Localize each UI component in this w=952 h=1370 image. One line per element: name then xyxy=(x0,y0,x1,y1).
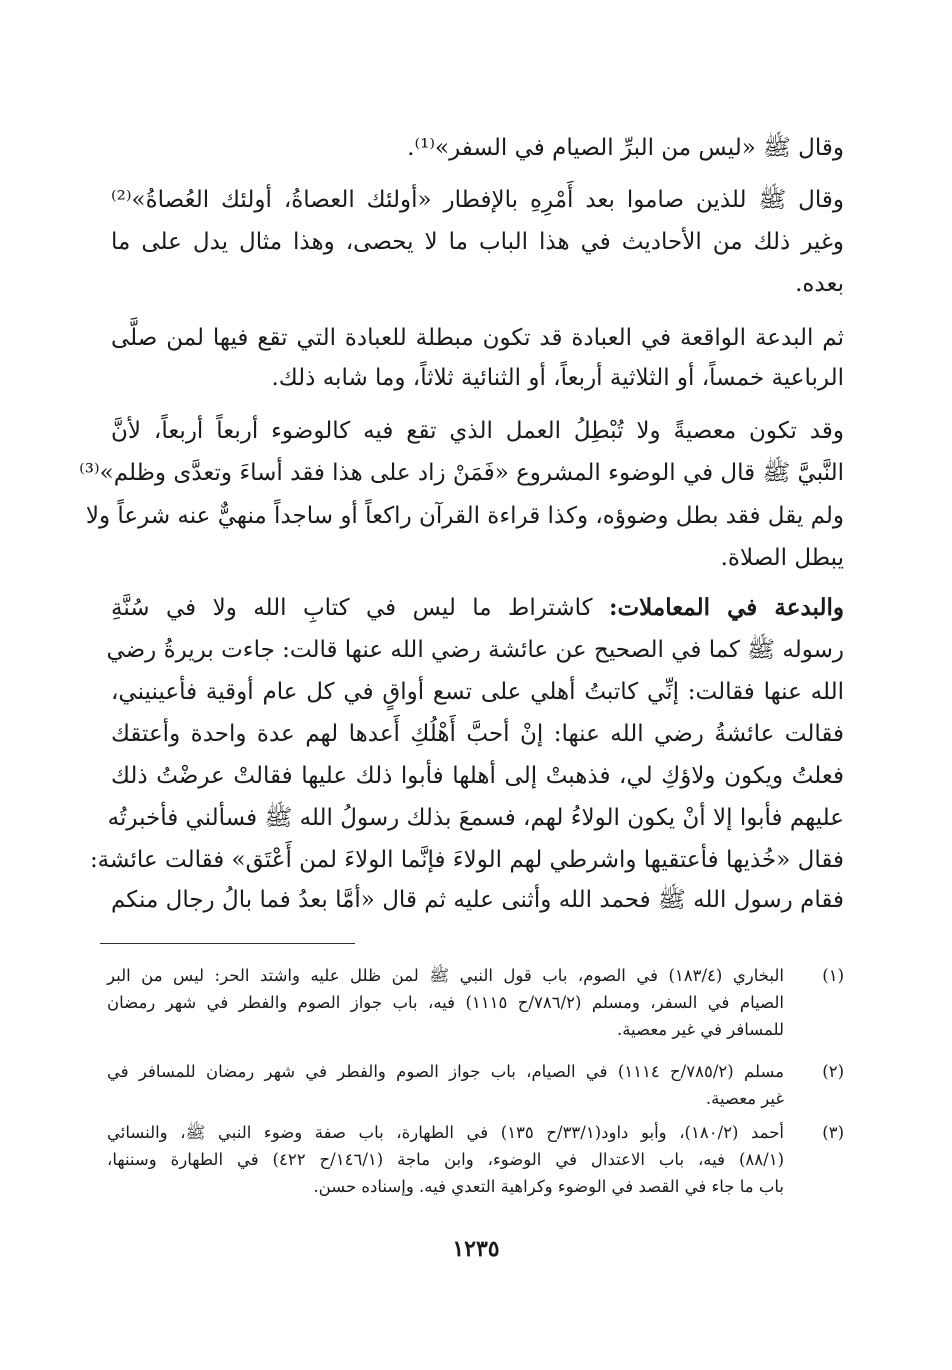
text-line: ولم يقل فقد بطل وضوؤه، وكذا قراءة القرآن راكعاً أو ساجداً منهيٌّ عنه شرعاً ولا xyxy=(85,503,844,529)
footnote-number: (٣) xyxy=(822,1123,844,1142)
text-line: فقام رسول الله ﷺ فحمد الله وأثنى عليه ثم قال «أمَّا بعدُ فما بالُ رجال منكم xyxy=(111,887,844,913)
footnote-line: البخاري (١٨٣/٤) في الصوم، باب قول النبي ﷺ لمن ظلل عليه واشتد الحر: ليس من البر xyxy=(107,966,784,985)
text-line: الرباعية خمساً، أو الثلاثية أربعاً، أو الثنائية ثلاثاً، وما شابه ذلك. xyxy=(271,365,844,391)
footnote-line: أحمد (١٨٠/٢)، وأبو داود(٣٣/١/ح ١٣٥) في الطهارة، باب صفة وضوء النبي ﷺ، والنسائي xyxy=(107,1123,784,1142)
footnote-line: للمسافر في غير معصية. xyxy=(616,1020,784,1039)
text-line: بعده. xyxy=(795,271,844,297)
footnote-number: (١) xyxy=(822,966,844,985)
footnote-line: (٨٨/١) فيه، باب الاعتدال في الوضوء، وابن ماجة (١٤٦/١/ح ٤٢٢) في الطهارة وسننها، xyxy=(107,1150,784,1169)
text-line: الله عنها فقالت: إنِّي كاتبتُ أهلي على تسع أواقٍ في كل عام أوقية فأعينيني، xyxy=(111,679,844,705)
text-line: فقالت عائشةُ رضي الله عنها: إنْ أحبَّ أَهْلُكِ أَعدها لهم عدة واحدة وأعتقك xyxy=(111,721,844,747)
text-line: فقال «خُذيها فأعتقيها واشرطي لهم الولاءَ فإنَّما الولاءَ لمن أَعْتَق» فقالت عائشة: xyxy=(89,847,844,873)
section-heading: والبدعة في المعاملات: xyxy=(609,594,844,621)
page-number: ١٢٣٥ xyxy=(452,1236,500,1262)
text-line: ثم البدعة الواقعة في العبادة قد تكون مبطلة للعبادة التي تقع فيها لمن صلَّى xyxy=(111,325,844,351)
text-line xyxy=(111,588,844,628)
text-line: وقال ﷺ للذين صاموا بعد أَمْرِهِ بالإفطار «أولئك العصاةُ، أولئك العُصاةُ»⁽²⁾ xyxy=(111,187,844,213)
footnote-line: الصيام في السفر، ومسلم (٧٨٦/٢/ح ١١١٥) فيه، باب جواز الصوم والفطر في شهر رمضان xyxy=(107,993,784,1012)
footnote-line: باب ما جاء في القصد في الوضوء وكراهية التعدي فيه. وإسناده حسن. xyxy=(313,1177,784,1196)
text-line: رسوله ﷺ كما في الصحيح عن عائشة رضي الله عنها قالت: جاءت بريرةُ رضي xyxy=(106,637,844,663)
footnote-line: غير معصية. xyxy=(705,1089,784,1108)
text-line: وغير ذلك من الأحاديث في هذا الباب ما لا يحصى، وهذا مثال يدل على ما xyxy=(111,229,844,255)
heading-continuation: كاشتراط ما ليس في كتابِ الله ولا في سُنَّةِ xyxy=(111,595,593,621)
footnote-number: (٢) xyxy=(822,1062,844,1081)
text-line: يبطل الصلاة. xyxy=(720,545,844,571)
text-line: عليهم فأبوا إلا أنْ يكون الولاءُ لهم، فسمعَ بذلك رسولُ الله ﷺ فسألني فأخبرتُه xyxy=(107,805,844,831)
text-line: فعلتُ ويكون ولاؤكِ لي، فذهبتْ إلى أهلها فأبوا ذلك عليها فقالتْ عرضْتُ ذلك xyxy=(111,763,844,789)
text-line: وقد تكون معصيةً ولا تُبْطِلُ العمل الذي تقع فيه كالوضوء أربعاً أربعاً، لأنَّ xyxy=(111,418,844,444)
text-line: وقال ﷺ «ليس من البرِّ الصيام في السفر»⁽¹⁾. xyxy=(407,135,844,161)
footnote-line: مسلم (٧٨٥/٢/ح ١١١٤) في الصيام، باب جواز الصوم والفطر في شهر رمضان للمسافر في xyxy=(107,1062,784,1081)
footnote-divider xyxy=(100,943,355,944)
text-line: النَّبيَّ ﷺ قال في الوضوء المشروع «فَمَنْ زاد على هذا فقد أساءَ وتعدَّى وظلم»⁽³⁾ xyxy=(79,460,844,486)
